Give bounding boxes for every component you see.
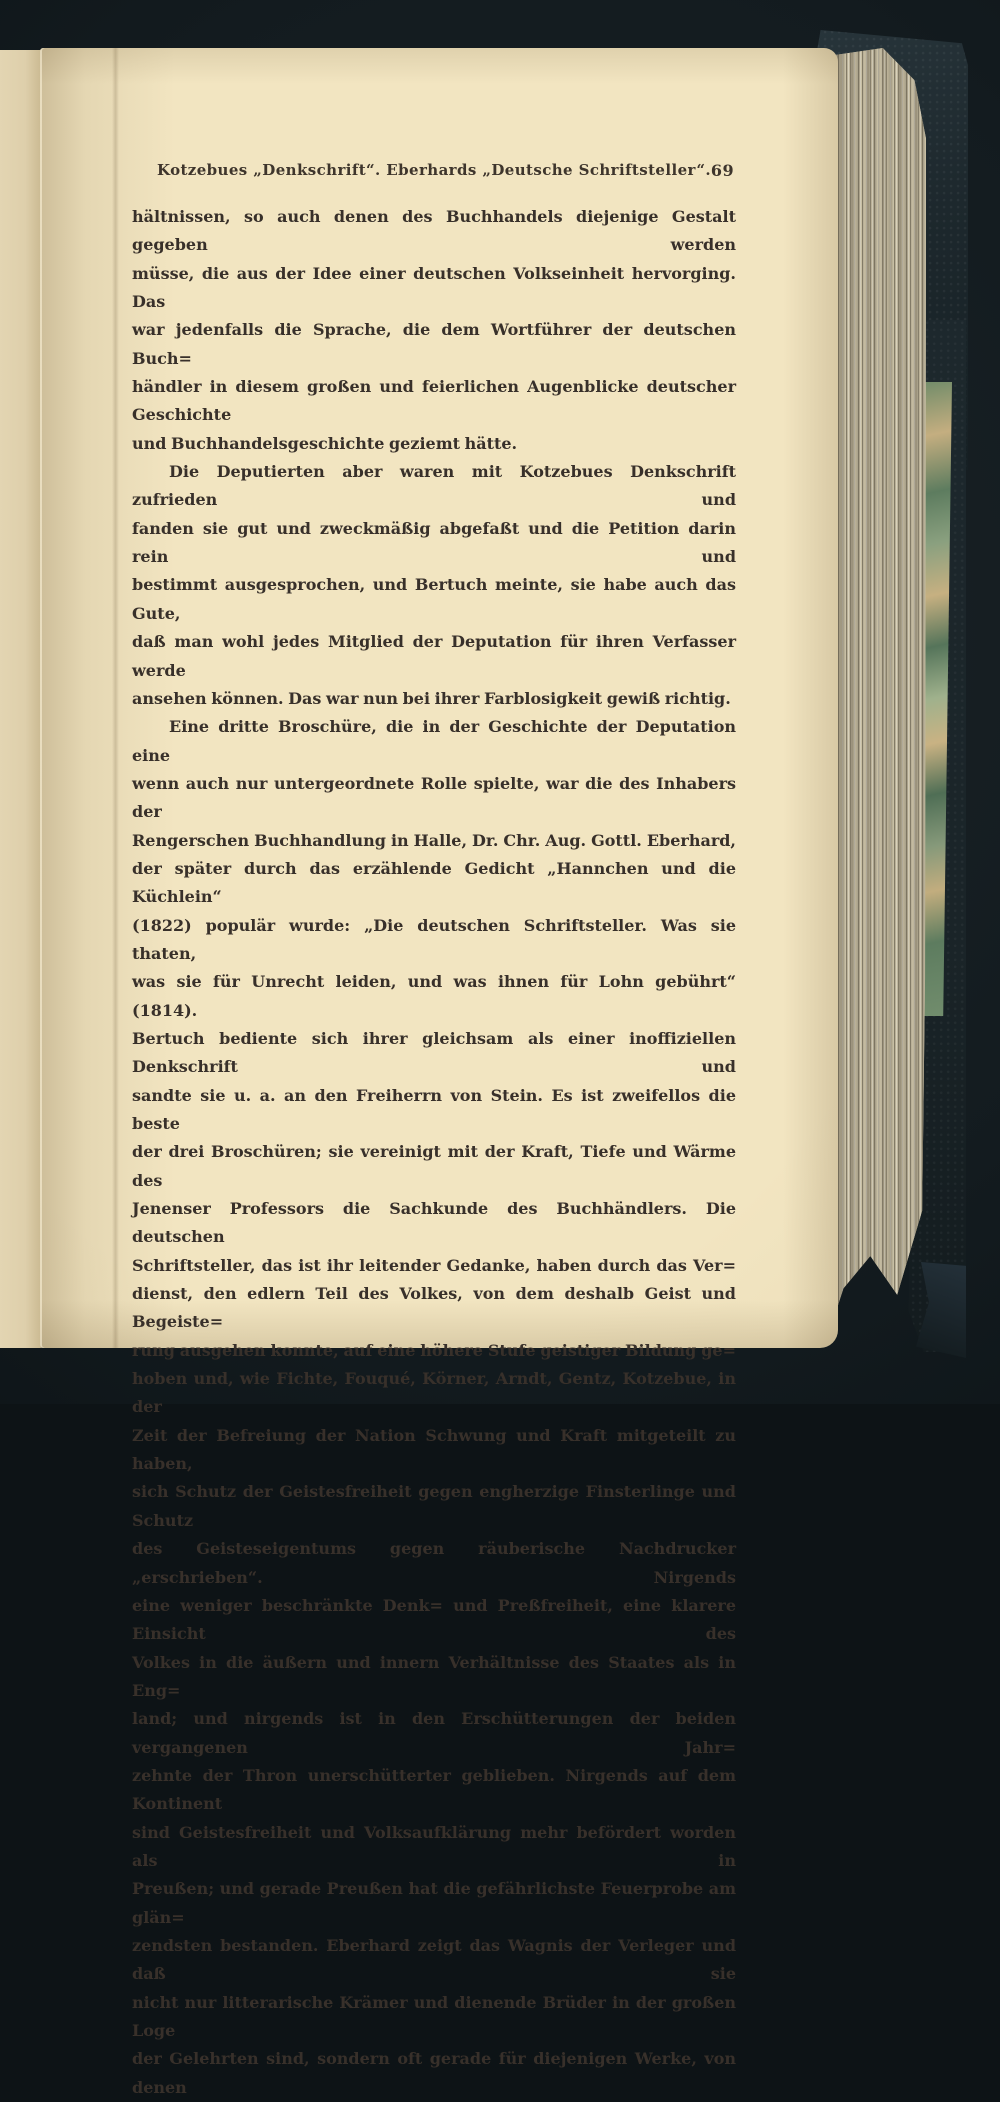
text-line: Jenenser Professors die Sachkunde des Buchhändlers. Die deutschen [132,1199,736,1247]
text-line: der Gelehrten sind, sondern oft gerade für diejenigen Werke, von denen [132,2049,736,2097]
text-line: und Buchhandelsgeschichte geziemt hätte. [132,433,518,453]
running-head [132,161,736,179]
text-line: sandte sie u. a. an den Freiherrn von Stein. Es ist zweifellos die beste [132,1085,736,1133]
text-line: Die Deputierten aber waren mit Kotzebues Denkschrift zufrieden und [132,462,736,510]
text-line: land; und nirgends ist in den Erschütterungen der beiden vergangenen Jahr= [132,1709,736,1757]
text-line: der drei Broschüren; sie vereinigt mit der Kraft, Tiefe und Wärme des [132,1142,736,1190]
text-line: sind Geistesfreiheit und Volksaufklärung mehr befördert worden als in [132,1822,736,1870]
text-line: Schriftsteller, das ist ihr leitender Gedanke, haben durch das Ver= [132,1255,736,1275]
text-line: nicht nur litterarische Krämer und dienende Brüder in der großen Loge [132,1992,736,2040]
text-block [132,203,736,2102]
gutter-crease [112,48,119,1348]
text-line: rung ausgehen konnte, auf eine höhere Stufe geistiger Bildung ge= [132,1340,736,1360]
text-line: wenn auch nur untergeordnete Rolle spielte, war die des Inhabers der [132,773,736,822]
text-line: müsse, die aus der Idee einer deutschen Volkseinheit hervorging. Das [132,263,736,312]
text-line: Eine dritte Broschüre, die in der Geschichte der Deputation eine [132,717,736,765]
text-line: zehnte der Thron unerschütterter geblieben. Nirgends auf dem Kontinent [132,1765,736,1814]
text-line: Preußen; und gerade Preußen hat die gefährlichste Feuerprobe am glän= [132,1879,736,1927]
text-line: eine weniger beschränkte Denk= und Preßfreiheit, eine klarere Einsicht des [132,1595,736,1644]
page-stack-fore-edge [830,48,926,1340]
text-line: (1822) populär wurde: „Die deutschen Schriftsteller. Was sie thaten, [132,915,736,963]
text-line: war jedenfalls die Sprache, die dem Wortführer der deutschen Buch= [132,320,736,368]
text-line: Bertuch bediente sich ihrer gleichsam als einer inoffiziellen Denkschrift und [132,1028,736,1077]
text-line: bestimmt ausgesprochen, und Bertuch meinte, sie habe auch das Gute, [132,575,736,623]
text-line: des Geisteseigentums gegen räuberische Nachdrucker „erschrieben“. Nirgends [132,1539,736,1587]
text-line: Zeit der Befreiung der Nation Schwung und Kraft mitgeteilt zu haben, [132,1425,736,1474]
text-line: dienst, den edlern Teil des Volkes, von dem deshalb Geist und Begeiste= [132,1284,736,1332]
text-line: ansehen können. Das war nun bei ihrer Farblosigkeit gewiß richtig. [132,688,731,708]
text-line: Volkes in die äußern und innern Verhältnisse des Staates als in Eng= [132,1652,736,1700]
text-line: daß man wohl jedes Mitglied der Deputation für ihren Verfasser werde [132,632,736,680]
text-line: hältnissen, so auch denen des Buchhandels diejenige Gestalt gegeben werden [132,207,736,255]
text-line: fanden sie gut und zweckmäßig abgefaßt und die Petition darin rein und [132,518,736,567]
text-line: sich Schutz der Geistesfreiheit gegen engherzige Finsterlinge und Schutz [132,1482,736,1530]
text-line: zendsten bestanden. Eberhard zeigt das Wagnis der Verleger und daß sie [132,1935,736,1984]
book-page [40,48,838,2097]
text-line: hoben und, wie Fichte, Fouqué, Körner, Arndt, Gentz, Kotzebue, in der [132,1369,736,1417]
text-line: händler in diesem großen und feierlichen Augenblicke deutscher Geschichte [132,377,736,425]
text-line: Rengerschen Buchhandlung in Halle, Dr. Chr. Aug. Gottl. Eberhard, [132,830,736,850]
running-head-title: Kotzebues „Denkschrift“. Eberhards „Deutsche Schriftsteller“. [156,161,712,179]
text-line: was sie für Unrecht leiden, und was ihnen für Lohn gebührt“ (1814). [132,972,736,1020]
page-number: 69 [710,161,734,180]
text-line: der später durch das erzählende Gedicht „Hannchen und die Küchlein“ [132,858,736,907]
